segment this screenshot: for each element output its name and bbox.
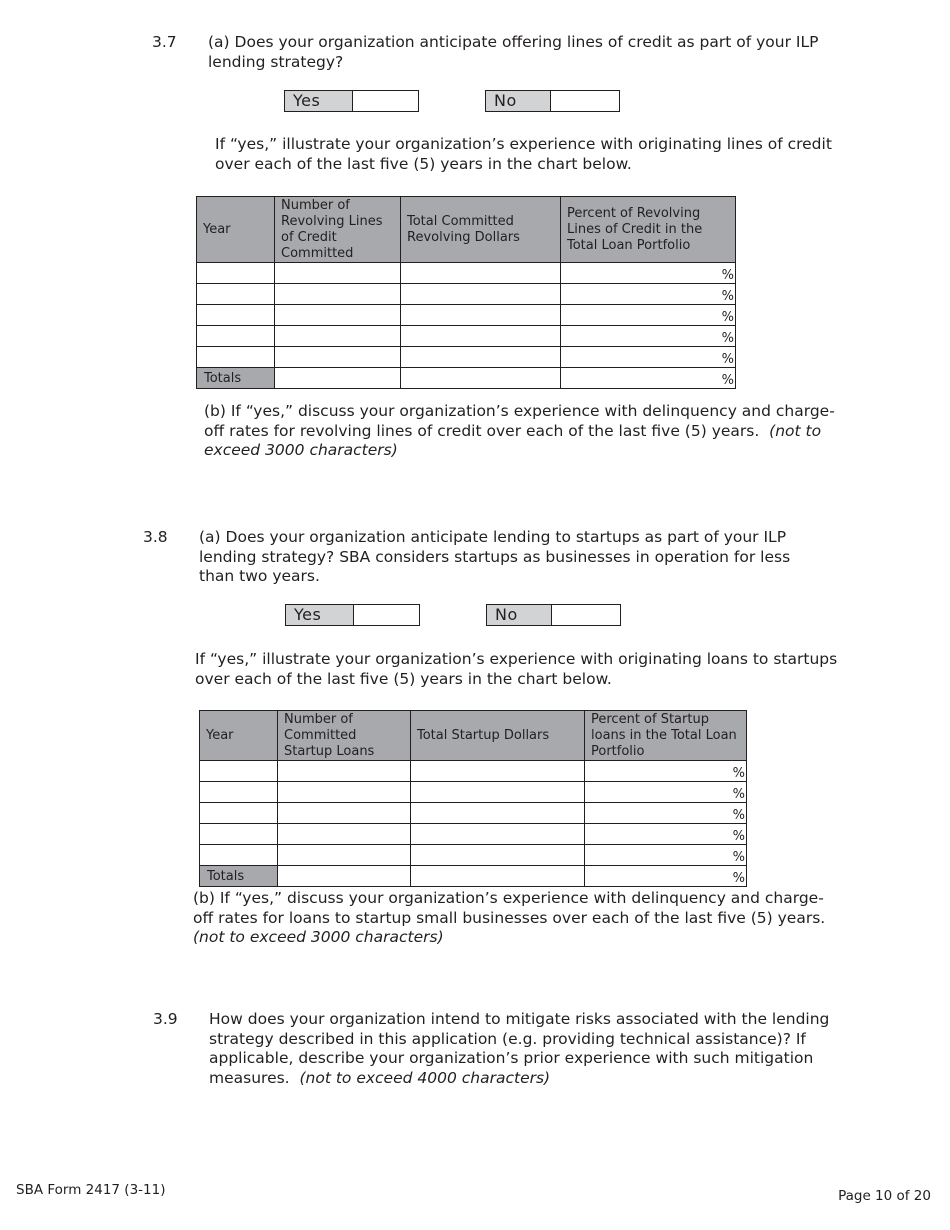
table-row [200, 824, 747, 845]
number-cell[interactable] [278, 824, 411, 845]
lines-of-credit-table [196, 196, 736, 389]
number-cell[interactable] [275, 263, 401, 284]
q38-part-b-line1: (b) If “yes,” discuss your organization’s experience with delinquency and charge- [193, 889, 824, 907]
table-row [200, 845, 747, 866]
q38-intro-line2: over each of the last five (5) years in the chart below. [195, 669, 612, 688]
q37-part-b [204, 402, 835, 461]
year-cell[interactable] [200, 761, 278, 782]
question-3-8-text [199, 528, 790, 587]
question-3-7-line2: lending strategy? [208, 52, 344, 71]
col-header-number-loans: Number of Committed Startup Loans [278, 711, 411, 761]
number-cell[interactable] [275, 326, 401, 347]
dollars-cell[interactable] [401, 263, 561, 284]
dollars-cell[interactable] [411, 845, 585, 866]
table-row [197, 347, 736, 368]
percent-cell[interactable]: % [561, 284, 736, 305]
question-3-8-line3: than two years. [199, 567, 320, 585]
question-3-9-line1: How does your organization intend to mitigate risks associated with the lending [209, 1010, 830, 1028]
percent-total-cell[interactable]: % [561, 368, 736, 389]
q37-yes-field[interactable] [284, 90, 419, 112]
percent-cell[interactable]: % [561, 305, 736, 326]
q38-yes-field[interactable] [285, 604, 420, 626]
question-3-8-line2: lending strategy? SBA considers startups as businesses in operation for less [199, 547, 791, 566]
q37-intro [215, 135, 832, 174]
table-row [197, 305, 736, 326]
q38-yes-label: Yes [286, 605, 354, 625]
form-identifier: SBA Form 2417 (3-11) [16, 1182, 166, 1198]
col-header-total-dollars: Total Startup Dollars [411, 711, 585, 761]
q37-yes-checkbox[interactable] [353, 91, 418, 111]
table-row [200, 761, 747, 782]
totals-row [200, 866, 747, 887]
dollars-cell[interactable] [411, 824, 585, 845]
page-number: Page 10 of 20 [838, 1188, 931, 1204]
question-3-8-line1: (a) Does your organization anticipate lending to startups as part of your ILP [199, 528, 787, 546]
year-cell[interactable] [200, 803, 278, 824]
dollars-cell[interactable] [401, 284, 561, 305]
year-cell[interactable] [197, 284, 275, 305]
question-3-9-line3: applicable, describe your organization’s prior experience with such mitigation [209, 1049, 814, 1067]
q38-no-label: No [487, 605, 552, 625]
q37-intro-line1: If “yes,” illustrate your organization’s experience with originating lines of credit [215, 135, 832, 153]
question-number-3-9: 3.9 [153, 1010, 178, 1028]
q37-no-field[interactable] [485, 90, 620, 112]
table-row [200, 803, 747, 824]
dollars-total-cell[interactable] [401, 368, 561, 389]
totals-label: Totals [197, 368, 275, 389]
table-row [200, 782, 747, 803]
question-number-3-7: 3.7 [152, 33, 177, 51]
number-cell[interactable] [278, 845, 411, 866]
table-row [197, 326, 736, 347]
number-cell[interactable] [275, 305, 401, 326]
year-cell[interactable] [200, 845, 278, 866]
q38-no-field[interactable] [486, 604, 621, 626]
number-cell[interactable] [278, 761, 411, 782]
percent-cell[interactable]: % [561, 326, 736, 347]
number-total-cell[interactable] [275, 368, 401, 389]
question-3-9-line2: strategy described in this application (e.g. providing technical assistance)? If [209, 1029, 806, 1048]
col-header-year: Year [197, 197, 275, 263]
dollars-cell[interactable] [411, 761, 585, 782]
q37-no-label: No [486, 91, 551, 111]
table-row [197, 284, 736, 305]
startup-loans-table [199, 710, 747, 887]
totals-row [197, 368, 736, 389]
q37-char-limit-b: exceed 3000 characters) [204, 441, 398, 459]
number-cell[interactable] [275, 284, 401, 305]
col-header-number-lines: Number of Revolving Lines of Credit Committed [275, 197, 401, 263]
q37-part-b-line1: (b) If “yes,” discuss your organization’s experience with delinquency and charge- [204, 402, 835, 420]
percent-cell[interactable]: % [585, 803, 747, 824]
number-total-cell[interactable] [278, 866, 411, 887]
col-header-percent: Percent of Revolving Lines of Credit in the Total Loan Portfolio [561, 197, 736, 263]
q37-part-b-line2: off rates for revolving lines of credit over each of the last five (5) years. [204, 421, 760, 440]
totals-label: Totals [200, 866, 278, 887]
dollars-total-cell[interactable] [411, 866, 585, 887]
number-cell[interactable] [278, 803, 411, 824]
q37-intro-line2: over each of the last five (5) years in the chart below. [215, 154, 632, 173]
year-cell[interactable] [197, 326, 275, 347]
q37-yes-label: Yes [285, 91, 353, 111]
number-cell[interactable] [275, 347, 401, 368]
percent-cell[interactable]: % [561, 347, 736, 368]
q38-intro-line1: If “yes,” illustrate your organization’s experience with originating loans to startups [195, 650, 838, 668]
dollars-cell[interactable] [411, 782, 585, 803]
dollars-cell[interactable] [401, 347, 561, 368]
q38-char-limit: (not to exceed 3000 characters) [193, 928, 444, 946]
q38-intro [195, 650, 837, 689]
col-header-year: Year [200, 711, 278, 761]
col-header-percent: Percent of Startup loans in the Total Loan Portfolio [585, 711, 747, 761]
question-number-3-8: 3.8 [143, 528, 168, 546]
percent-cell[interactable]: % [585, 782, 747, 803]
year-cell[interactable] [197, 263, 275, 284]
year-cell[interactable] [197, 347, 275, 368]
q37-no-checkbox[interactable] [551, 91, 619, 111]
dollars-cell[interactable] [401, 305, 561, 326]
q38-part-b [193, 889, 825, 948]
dollars-cell[interactable] [411, 803, 585, 824]
year-cell[interactable] [200, 824, 278, 845]
q38-yes-checkbox[interactable] [354, 605, 419, 625]
q39-char-limit: (not to exceed 4000 characters) [299, 1068, 551, 1087]
number-cell[interactable] [278, 782, 411, 803]
dollars-cell[interactable] [401, 326, 561, 347]
year-cell[interactable] [200, 782, 278, 803]
q38-part-b-line2: off rates for loans to startup small businesses over each of the last five (5) years. [193, 908, 826, 927]
percent-cell[interactable]: % [585, 824, 747, 845]
col-header-total-dollars: Total Committed Revolving Dollars [401, 197, 561, 263]
percent-total-cell[interactable]: % [585, 866, 747, 887]
percent-cell[interactable]: % [585, 845, 747, 866]
q37-char-limit-a: (not to [769, 421, 822, 440]
question-3-9-line4: measures. [209, 1068, 290, 1087]
q38-no-checkbox[interactable] [552, 605, 620, 625]
question-3-7-line1: (a) Does your organization anticipate offering lines of credit as part of your ILP [208, 33, 819, 51]
year-cell[interactable] [197, 305, 275, 326]
question-3-9-text [209, 1010, 829, 1088]
percent-cell[interactable]: % [585, 761, 747, 782]
question-3-7-text [208, 33, 818, 72]
percent-cell[interactable]: % [561, 263, 736, 284]
table-row [197, 263, 736, 284]
